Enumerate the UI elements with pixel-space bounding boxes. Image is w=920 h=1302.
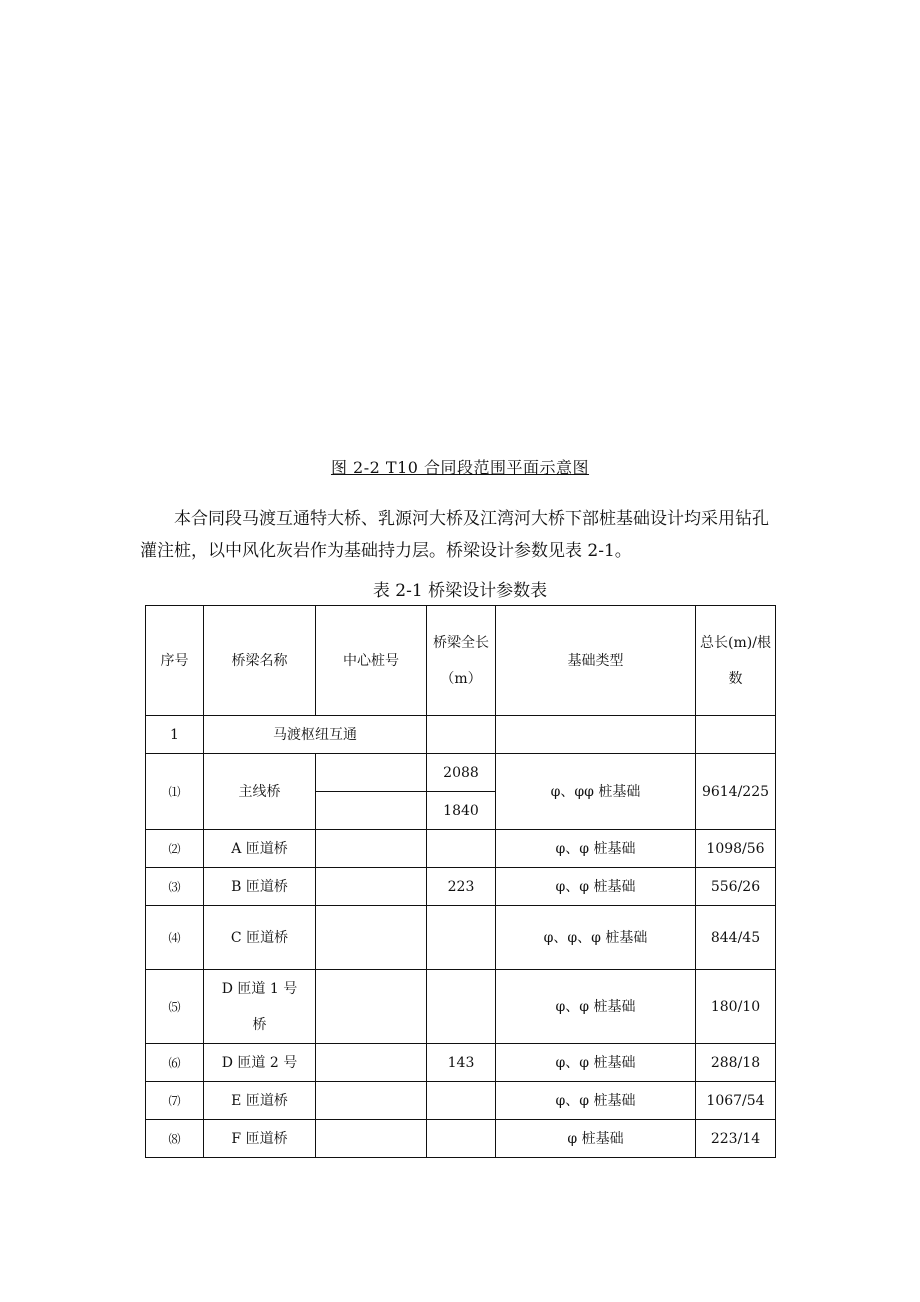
table-row	[146, 716, 776, 754]
cell-length	[427, 716, 496, 754]
cell-center-pile	[316, 868, 427, 906]
cell-center-pile	[316, 1120, 427, 1158]
cell-name: 主线桥	[204, 754, 316, 830]
cell-no: ⑺	[146, 1082, 204, 1120]
cell-no: ⑸	[146, 970, 204, 1044]
table-row	[146, 906, 776, 970]
cell-length	[427, 906, 496, 970]
table-row	[146, 868, 776, 906]
cell-no: ⑶	[146, 868, 204, 906]
cell-no: ⑻	[146, 1120, 204, 1158]
cell-foundation: φ、φ 桩基础	[496, 970, 696, 1044]
table-header-row	[146, 606, 776, 716]
cell-no: 1	[146, 716, 204, 754]
cell-length	[427, 970, 496, 1044]
cell-total: 288/18	[696, 1044, 776, 1082]
header-name: 桥梁名称	[204, 606, 316, 716]
cell-total: 844/45	[696, 906, 776, 970]
cell-center-pile	[316, 970, 427, 1044]
cell-total: 1067/54	[696, 1082, 776, 1120]
header-total: 总长(m)/根数	[696, 606, 776, 716]
body-paragraph: 本合同段马渡互通特大桥、乳源河大桥及江湾河大桥下部桩基础设计均采用钻孔灌注桩，以中风化灰岩作为基础持力层。桥梁设计参数见表 2-1。	[140, 509, 769, 561]
cell-length: 223	[427, 868, 496, 906]
cell-length	[427, 1082, 496, 1120]
cell-name: A 匝道桥	[204, 830, 316, 868]
header-center-pile: 中心桩号	[316, 606, 427, 716]
cell-no: ⑷	[146, 906, 204, 970]
cell-name: D 匝道 2 号	[204, 1044, 316, 1082]
cell-name: F 匝道桥	[204, 1120, 316, 1158]
cell-total: 1098/56	[696, 830, 776, 868]
cell-total: 9614/225	[696, 754, 776, 830]
cell-name: E 匝道桥	[204, 1082, 316, 1120]
table-row	[146, 1044, 776, 1082]
header-no: 序号	[146, 606, 204, 716]
header-length: 桥梁全长（m）	[427, 606, 496, 716]
cell-total	[696, 716, 776, 754]
table-title: 表 2-1 桥梁设计参数表	[372, 581, 548, 601]
cell-foundation	[496, 716, 696, 754]
cell-name: C 匝道桥	[204, 906, 316, 970]
cell-foundation: φ、φ 桩基础	[496, 1082, 696, 1120]
cell-no: ⑹	[146, 1044, 204, 1082]
cell-no: ⑴	[146, 754, 204, 830]
table-row	[146, 830, 776, 868]
table-row	[146, 1082, 776, 1120]
table-row	[146, 1120, 776, 1158]
cell-foundation: φ 桩基础	[496, 1120, 696, 1158]
cell-length: 143	[427, 1044, 496, 1082]
cell-name: 马渡枢纽互通	[204, 716, 427, 754]
cell-center-pile	[316, 906, 427, 970]
header-foundation: 基础类型	[496, 606, 696, 716]
cell-foundation: φ、φ、φ 桩基础	[496, 906, 696, 970]
bridge-parameters-table	[145, 605, 776, 1158]
cell-foundation: φ、φ 桩基础	[496, 1044, 696, 1082]
cell-center-pile	[316, 830, 427, 868]
cell-total: 223/14	[696, 1120, 776, 1158]
cell-length: 2088	[427, 754, 496, 792]
cell-foundation: φ、φ 桩基础	[496, 868, 696, 906]
cell-foundation: φ、φ 桩基础	[496, 830, 696, 868]
cell-total: 180/10	[696, 970, 776, 1044]
cell-length	[427, 1120, 496, 1158]
cell-center-pile	[316, 1044, 427, 1082]
cell-name: B 匝道桥	[204, 868, 316, 906]
cell-length	[427, 830, 496, 868]
cell-name: D 匝道 1 号桥	[204, 970, 316, 1044]
table-row	[146, 970, 776, 1044]
table-row	[146, 754, 776, 792]
cell-no: ⑵	[146, 830, 204, 868]
cell-center-pile	[316, 754, 427, 792]
cell-total: 556/26	[696, 868, 776, 906]
cell-center-pile	[316, 1082, 427, 1120]
figure-caption: 图 2-2 T10 合同段范围平面示意图	[330, 458, 590, 477]
cell-foundation: φ、φφ 桩基础	[496, 754, 696, 830]
cell-length: 1840	[427, 792, 496, 830]
cell-center-pile	[316, 792, 427, 830]
